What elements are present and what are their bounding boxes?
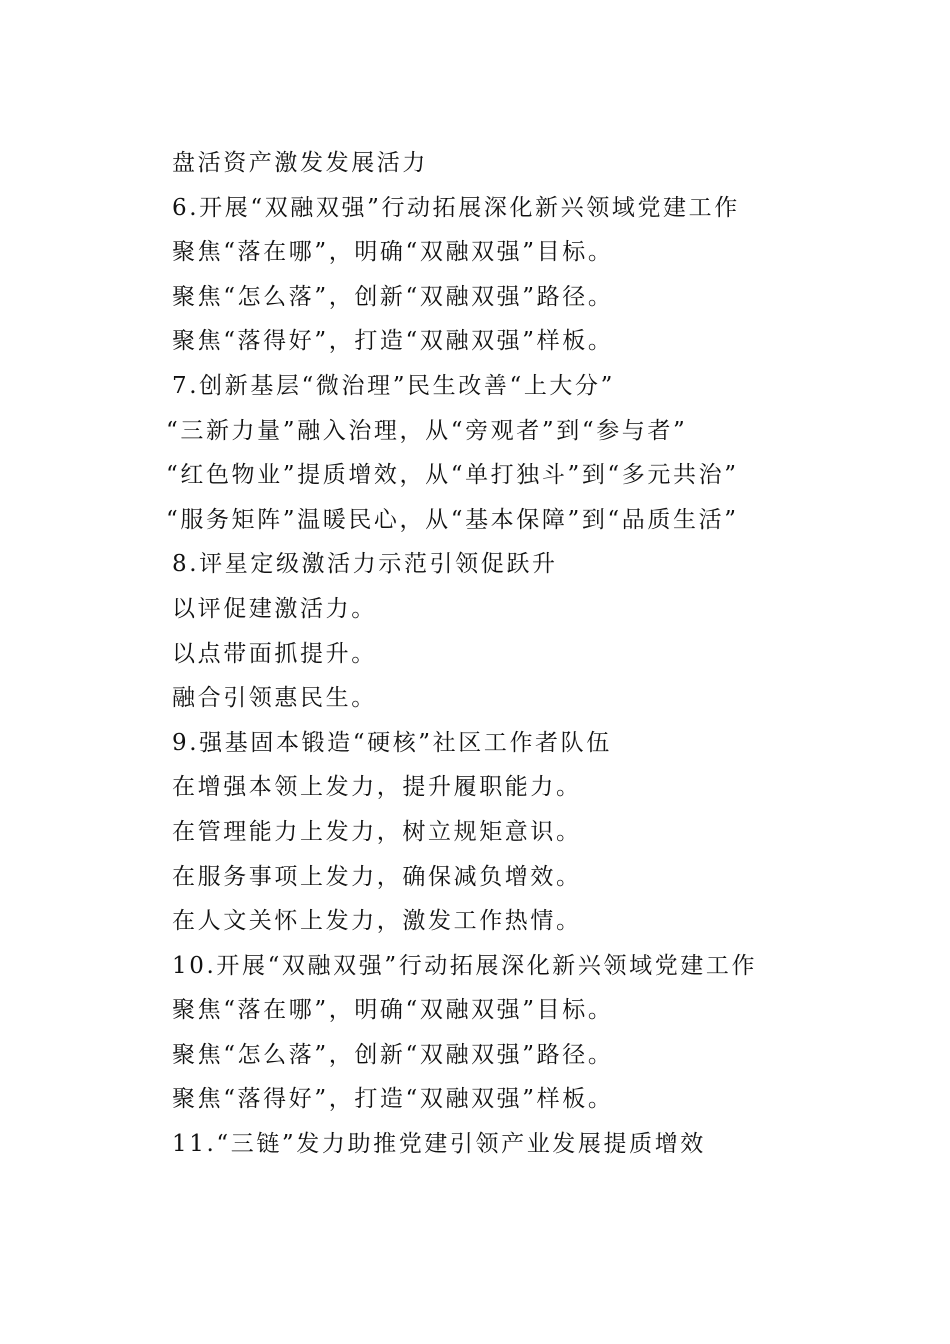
section-heading: 10.开展“双融双强”行动拓展深化新兴领域党建工作 <box>172 952 758 979</box>
text-line: 盘活资产激发发展活力 <box>172 150 428 176</box>
text-line: 聚焦“落在哪”，明确“双融双强”目标。 <box>172 997 614 1024</box>
section-heading: 9.强基固本锻造“硬核”社区工作者队伍 <box>172 729 612 756</box>
text-line: 在人文关怀上发力，激发工作热情。 <box>172 908 582 935</box>
section-heading: 6.开展“双融双强”行动拓展深化新兴领域党建工作 <box>172 194 740 221</box>
text-line: 以点带面抓提升。 <box>172 640 377 667</box>
section-heading: 7.创新基层“微治理”民生改善“上大分” <box>172 372 615 399</box>
text-line: “三新力量”融入治理，从“旁观者”到“参与者” <box>166 417 688 444</box>
text-line: 在服务事项上发力，确保减负增效。 <box>172 863 582 890</box>
section-heading: 8.评星定级激活力示范引领促跃升 <box>172 551 558 578</box>
text-line: 聚焦“落得好”，打造“双融双强”样板。 <box>172 328 614 355</box>
text-line: 聚焦“落在哪”，明确“双融双强”目标。 <box>172 239 614 266</box>
text-line: 以评促建激活力。 <box>172 595 377 622</box>
text-line: 聚焦“落得好”，打造“双融双强”样板。 <box>172 1086 614 1113</box>
section-heading: 11.“三链”发力助推党建引领产业发展提质增效 <box>172 1131 706 1158</box>
text-line: 聚焦“怎么落”，创新“双融双强”路径。 <box>172 1041 614 1068</box>
text-line: 在增强本领上发力，提升履职能力。 <box>172 774 582 801</box>
text-line: 在管理能力上发力，树立规矩意识。 <box>172 818 582 845</box>
text-line: “红色物业”提质增效，从“单打独斗”到“多元共治” <box>166 462 739 489</box>
text-line: 聚焦“怎么落”，创新“双融双强”路径。 <box>172 283 614 310</box>
text-line: 融合引领惠民生。 <box>172 685 377 712</box>
document-body <box>166 141 872 1167</box>
text-line: “服务矩阵”温暖民心，从“基本保障”到“品质生活” <box>166 506 739 533</box>
